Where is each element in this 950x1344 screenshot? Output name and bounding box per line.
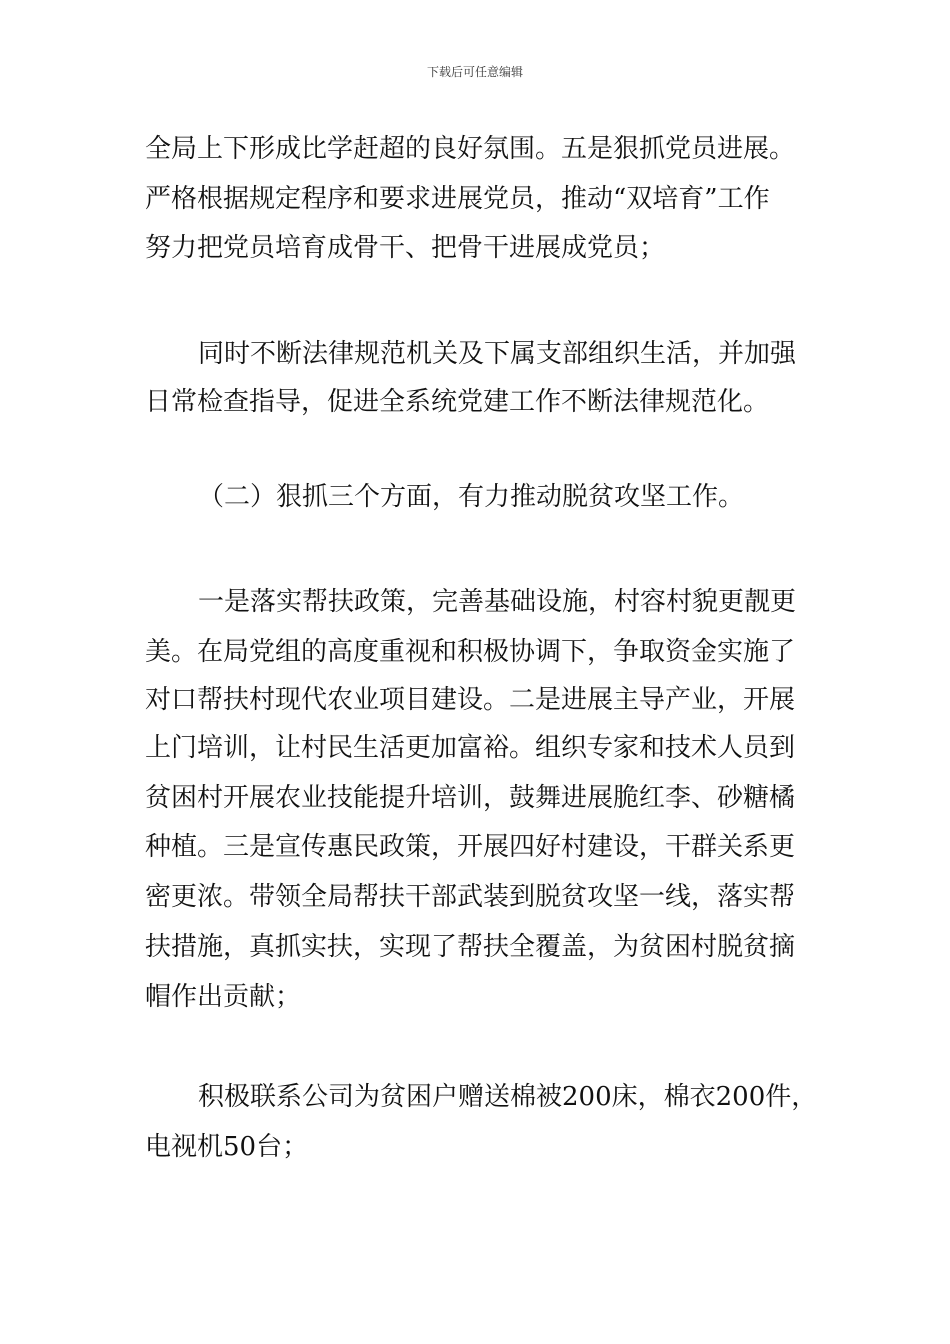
paragraph-3-line-5: 贫困村开展农业技能提升培训，鼓舞进展脆红李、砂糖橘 xyxy=(145,783,796,813)
paragraph-3-line-6: 种植。三是宣传惠民政策，开展四好村建设，干群关系更 xyxy=(145,832,796,862)
paragraph-3-line-3: 对口帮扶村现代农业项目建设。二是进展主导产业，开展 xyxy=(145,685,796,715)
paragraph-3-line-1: 一是落实帮扶政策，完善基础设施，村容村貌更靓更 xyxy=(198,587,797,617)
paragraph-1-line-3: 努力把党员培育成骨干、把骨干进展成党员； xyxy=(145,233,666,263)
page-header: 下载后可任意编辑 xyxy=(426,65,523,79)
paragraph-3-line-2: 美。在局党组的高度重视和积极协调下，争取资金实施了 xyxy=(145,637,796,667)
paragraph-1-line-1: 全局上下形成比学赶超的良好氛围。五是狠抓党员进展。 xyxy=(145,134,796,164)
paragraph-2-line-2: 日常检查指导，促进全系统党建工作不断法律规范化。 xyxy=(145,387,770,417)
paragraph-3-line-9: 帽作出贡献； xyxy=(145,982,302,1012)
paragraph-4-line-2: 电视机50台； xyxy=(145,1132,309,1162)
paragraph-3-line-7: 密更浓。带领全局帮扶干部武装到脱贫攻坚一线，落实帮 xyxy=(145,882,796,912)
section-heading: （二）狠抓三个方面，有力推动脱贫攻坚工作。 xyxy=(198,482,745,512)
paragraph-2-line-1: 同时不断法律规范机关及下属支部组织生活，并加强 xyxy=(198,339,797,369)
paragraph-1-line-2: 严格根据规定程序和要求进展党员，推动“双培育”工作 xyxy=(145,184,770,214)
paragraph-3-line-4: 上门培训，让村民生活更加富裕。组织专家和技术人员到 xyxy=(145,733,796,763)
paragraph-3-line-8: 扶措施，真抓实扶，实现了帮扶全覆盖，为贫困村脱贫摘 xyxy=(145,932,796,962)
paragraph-4-line-1: 积极联系公司为贫困户赠送棉被200床，棉衣200件， xyxy=(198,1082,818,1112)
